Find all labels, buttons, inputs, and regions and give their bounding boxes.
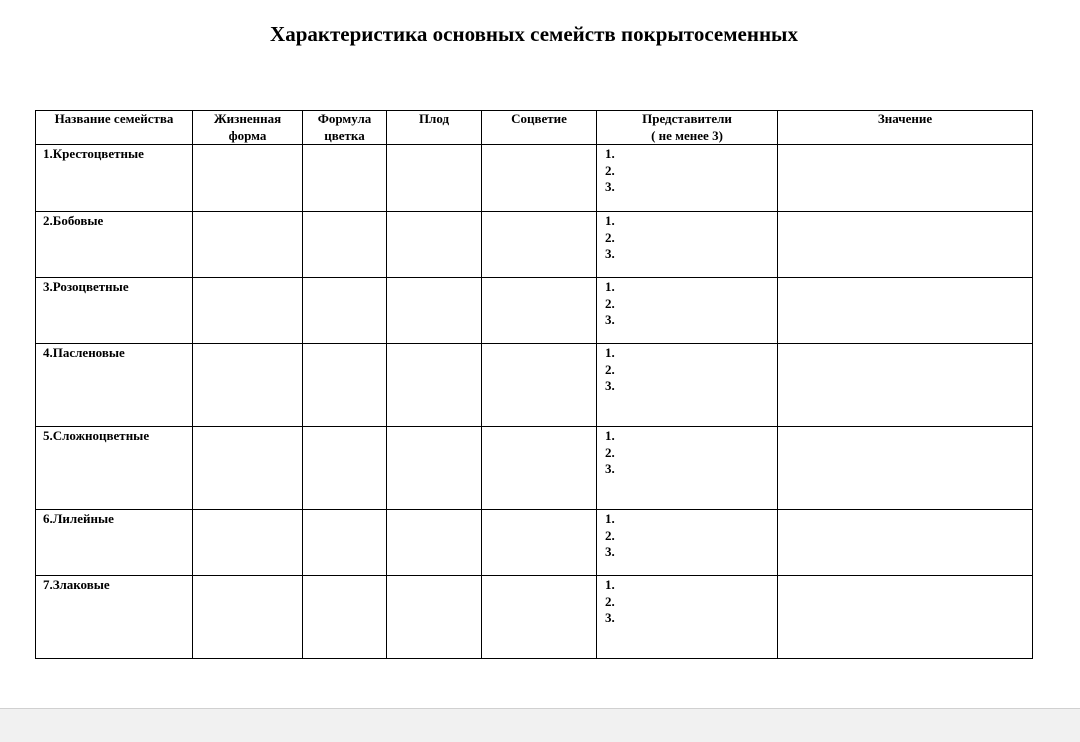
inflorescence-cell — [482, 427, 597, 510]
flower-formula-cell — [303, 145, 387, 212]
fruit-cell — [387, 427, 482, 510]
representatives-cell — [597, 278, 778, 344]
representative-item: 3. — [605, 610, 615, 625]
inflorescence-cell — [482, 576, 597, 659]
fruit-cell — [387, 212, 482, 278]
significance-cell — [778, 576, 1033, 659]
life-form-cell — [193, 427, 303, 510]
significance-cell — [778, 344, 1033, 427]
table-row — [36, 212, 1033, 278]
life-form-cell — [193, 212, 303, 278]
life-form-cell — [193, 576, 303, 659]
family-name-cell: 4.Пасленовые — [36, 344, 193, 427]
table-row — [36, 344, 1033, 427]
representative-item: 1. — [605, 146, 615, 161]
inflorescence-cell — [482, 344, 597, 427]
representative-item: 2. — [605, 593, 615, 609]
fruit-cell — [387, 278, 482, 344]
representative-item: 2. — [605, 229, 615, 245]
representatives-cell — [597, 576, 778, 659]
representative-item: 3. — [605, 461, 615, 476]
representative-item: 1. — [605, 577, 615, 592]
family-name-cell: 5.Сложноцветные — [36, 427, 193, 510]
representative-item: 3. — [605, 179, 615, 194]
document-title: Характеристика основных семейств покрытосеменных — [270, 22, 798, 46]
representative-item: 3. — [605, 312, 615, 327]
representative-item: 1. — [605, 428, 615, 443]
flower-formula-cell — [303, 278, 387, 344]
representative-item: 2. — [605, 444, 615, 460]
header-life-form: Жизненная форма — [193, 111, 303, 145]
families-table — [35, 110, 1033, 659]
significance-cell — [778, 145, 1033, 212]
representatives-cell — [597, 145, 778, 212]
significance-cell — [778, 510, 1033, 576]
representative-item: 1. — [605, 511, 615, 526]
header-flower-formula: Формула цветка — [303, 111, 387, 145]
representatives-cell — [597, 427, 778, 510]
flower-formula-cell — [303, 427, 387, 510]
fruit-cell — [387, 344, 482, 427]
representative-item: 2. — [605, 295, 615, 311]
life-form-cell — [193, 510, 303, 576]
flower-formula-cell — [303, 576, 387, 659]
table-row — [36, 510, 1033, 576]
significance-cell — [778, 427, 1033, 510]
viewer-bottom-bar — [0, 708, 1080, 742]
representative-item: 3. — [605, 246, 615, 261]
representative-item: 3. — [605, 544, 615, 559]
representative-item: 2. — [605, 361, 615, 377]
table-row — [36, 278, 1033, 344]
header-inflorescence: Соцветие — [482, 111, 597, 145]
representatives-cell — [597, 212, 778, 278]
flower-formula-cell — [303, 212, 387, 278]
inflorescence-cell — [482, 212, 597, 278]
inflorescence-cell — [482, 145, 597, 212]
family-name-cell: 7.Злаковые — [36, 576, 193, 659]
header-representatives: Представители ( не менее 3) — [597, 111, 778, 145]
family-name-cell: 1.Крестоцветные — [36, 145, 193, 212]
representative-item: 1. — [605, 345, 615, 360]
flower-formula-cell — [303, 344, 387, 427]
representative-item: 1. — [605, 279, 615, 294]
representatives-cell — [597, 344, 778, 427]
significance-cell — [778, 212, 1033, 278]
table-row — [36, 145, 1033, 212]
life-form-cell — [193, 278, 303, 344]
inflorescence-cell — [482, 510, 597, 576]
header-family-name: Название семейства — [36, 111, 193, 145]
representative-item: 2. — [605, 162, 615, 178]
family-name-cell: 2.Бобовые — [36, 212, 193, 278]
family-name-cell: 3.Розоцветные — [36, 278, 193, 344]
fruit-cell — [387, 510, 482, 576]
table-header-row — [36, 111, 1033, 145]
family-name-cell: 6.Лилейные — [36, 510, 193, 576]
representatives-cell — [597, 510, 778, 576]
header-significance: Значение — [778, 111, 1033, 145]
fruit-cell — [387, 576, 482, 659]
significance-cell — [778, 278, 1033, 344]
representative-item: 3. — [605, 378, 615, 393]
inflorescence-cell — [482, 278, 597, 344]
flower-formula-cell — [303, 510, 387, 576]
representative-item: 1. — [605, 213, 615, 228]
representative-item: 2. — [605, 527, 615, 543]
header-fruit: Плод — [387, 111, 482, 145]
life-form-cell — [193, 145, 303, 212]
table-row — [36, 576, 1033, 659]
life-form-cell — [193, 344, 303, 427]
table-row — [36, 427, 1033, 510]
fruit-cell — [387, 145, 482, 212]
